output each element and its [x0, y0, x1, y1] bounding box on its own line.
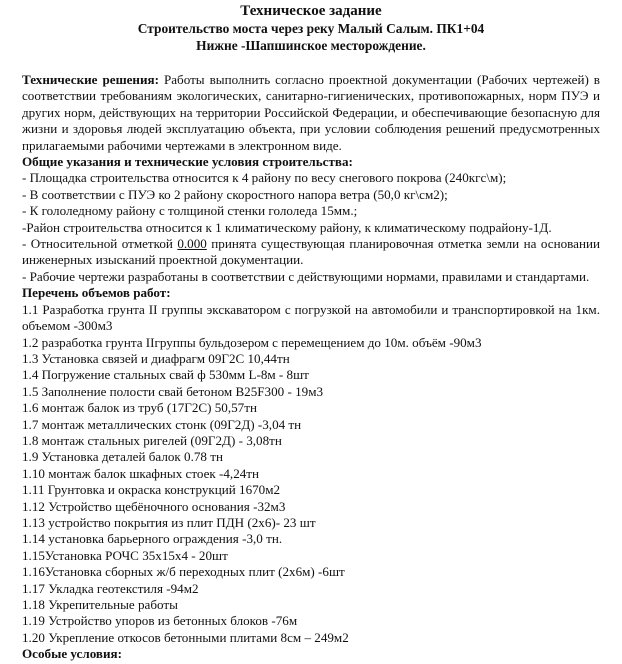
work-item: 1.4 Погружение стальных свай ф 530мм L-8м - 8шт: [22, 367, 309, 383]
tech-solutions-label: Технические решения:: [22, 72, 159, 87]
work-item: 1.7 монтаж металлических стонк (09Г2Д) -3,04 тн: [22, 416, 302, 432]
work-item: 1.14 установка барьерного ограждения -3,0 тн.: [22, 531, 283, 547]
document-title: Техническое задание: [240, 3, 382, 19]
work-item: 1.1 Разработка грунта II группы экскаватором с погрузкой на автомобили и транспортировкой на 1км. объемом -300м3: [22, 301, 600, 334]
work-item: 1.12 Устройство щебёночного основания -32м3: [22, 498, 286, 514]
document-header: [22, 0, 600, 54]
work-item: 1.20 Укрепление откосов бетонными плитами 8см – 249м2: [22, 629, 349, 645]
tech-solutions-paragraph: [22, 72, 600, 154]
document-subtitle: Строительство моста через реку Малый Салым. ПК1+04: [137, 21, 485, 36]
work-item: 1.5 Заполнение полости свай бетоном В25F300 - 19м3: [22, 383, 324, 399]
work-item: 1.8 монтаж стальных ригелей (09Г2Д) - 3,08тн: [22, 432, 282, 448]
work-item: 1.3 Установка связей и диафрагм 09Г2С 10,44тн: [22, 350, 290, 366]
general-heading: Общие указания и технические условия строительства:: [22, 154, 353, 170]
field-name: Нижне -Шапшинское месторождение.: [196, 38, 426, 53]
work-item: 1.6 монтаж балок из труб (17Г2С) 50,57тн: [22, 400, 257, 416]
work-item: 1.9 Установка деталей балок 0.78 тн: [22, 449, 223, 465]
general-line-6: - Рабочие чертежи разработаны в соответствии с действующими нормами, правилами и стандартами.: [22, 268, 590, 284]
general-line-5-end: принята существующая планировочная отметка земли на основании инженерных изысканий проектной документации.: [22, 236, 600, 268]
work-item: 1.15Установка РОЧС 35х15х4 - 20шт: [22, 547, 228, 563]
work-item: 1.18 Укрепительные работы: [22, 597, 178, 612]
work-item: 1.10 монтаж балок шкафных стоек -4,24тн: [22, 465, 260, 481]
general-line-3: - К гололедному району с толщиной стенки гололеда 15мм.;: [22, 203, 358, 219]
work-item: 1.16Установка сборных ж/б переходных плит (2х6м) -6шт: [22, 564, 345, 580]
general-line-5-start: - Относительной отметкой: [22, 236, 178, 252]
work-item: 1.17 Укладка геотекстиля -94м2: [22, 580, 199, 596]
tech-solutions-text: Работы выполнить согласно проектной документации (Рабочих чертежей) в соответствии требованиям экологических, санитарно-гигиенических, противопожарных, норм ПУЭ и других норм, действующих на территории Российской Федерации, и обеспечивающие безопасную для жизни и здоровья людей эксплуатацию объекта, при условии соблюдения решений предусмотренных прилагаемыми рабочими чертежами в электронном виде.: [22, 72, 600, 153]
general-line-1: - Площадка строительства относится к 4 району по весу снегового покрова (240кгс\м);: [22, 170, 507, 186]
zero-mark-value: 0.000: [177, 236, 207, 252]
works-heading: Перечень объемов работ:: [22, 285, 171, 301]
works-list: [22, 302, 600, 647]
general-line-4: -Район строительства относится к 1 климатическому району, к климатическому подрайону-1Д.: [22, 219, 552, 235]
work-item: 1.19 Устройство упоров из бетонных блоков -76м: [22, 613, 298, 629]
general-line-2: - В соответствии с ПУЭ ко 2 району скоростного напора ветра (50,0 кг\см2);: [22, 186, 448, 202]
general-line-5: [22, 236, 600, 269]
work-item: 1.11 Грунтовка и окраска конструкций 1670м2: [22, 482, 281, 498]
work-item: 1.2 разработка грунта IIгруппы бульдозером с перемещением до 10м. объём -90м3: [22, 334, 482, 350]
special-conditions-heading: Особые условия:: [22, 646, 122, 662]
work-item: 1.13 устройство покрытия из плит ПДН (2х6)- 23 шт: [22, 514, 316, 530]
